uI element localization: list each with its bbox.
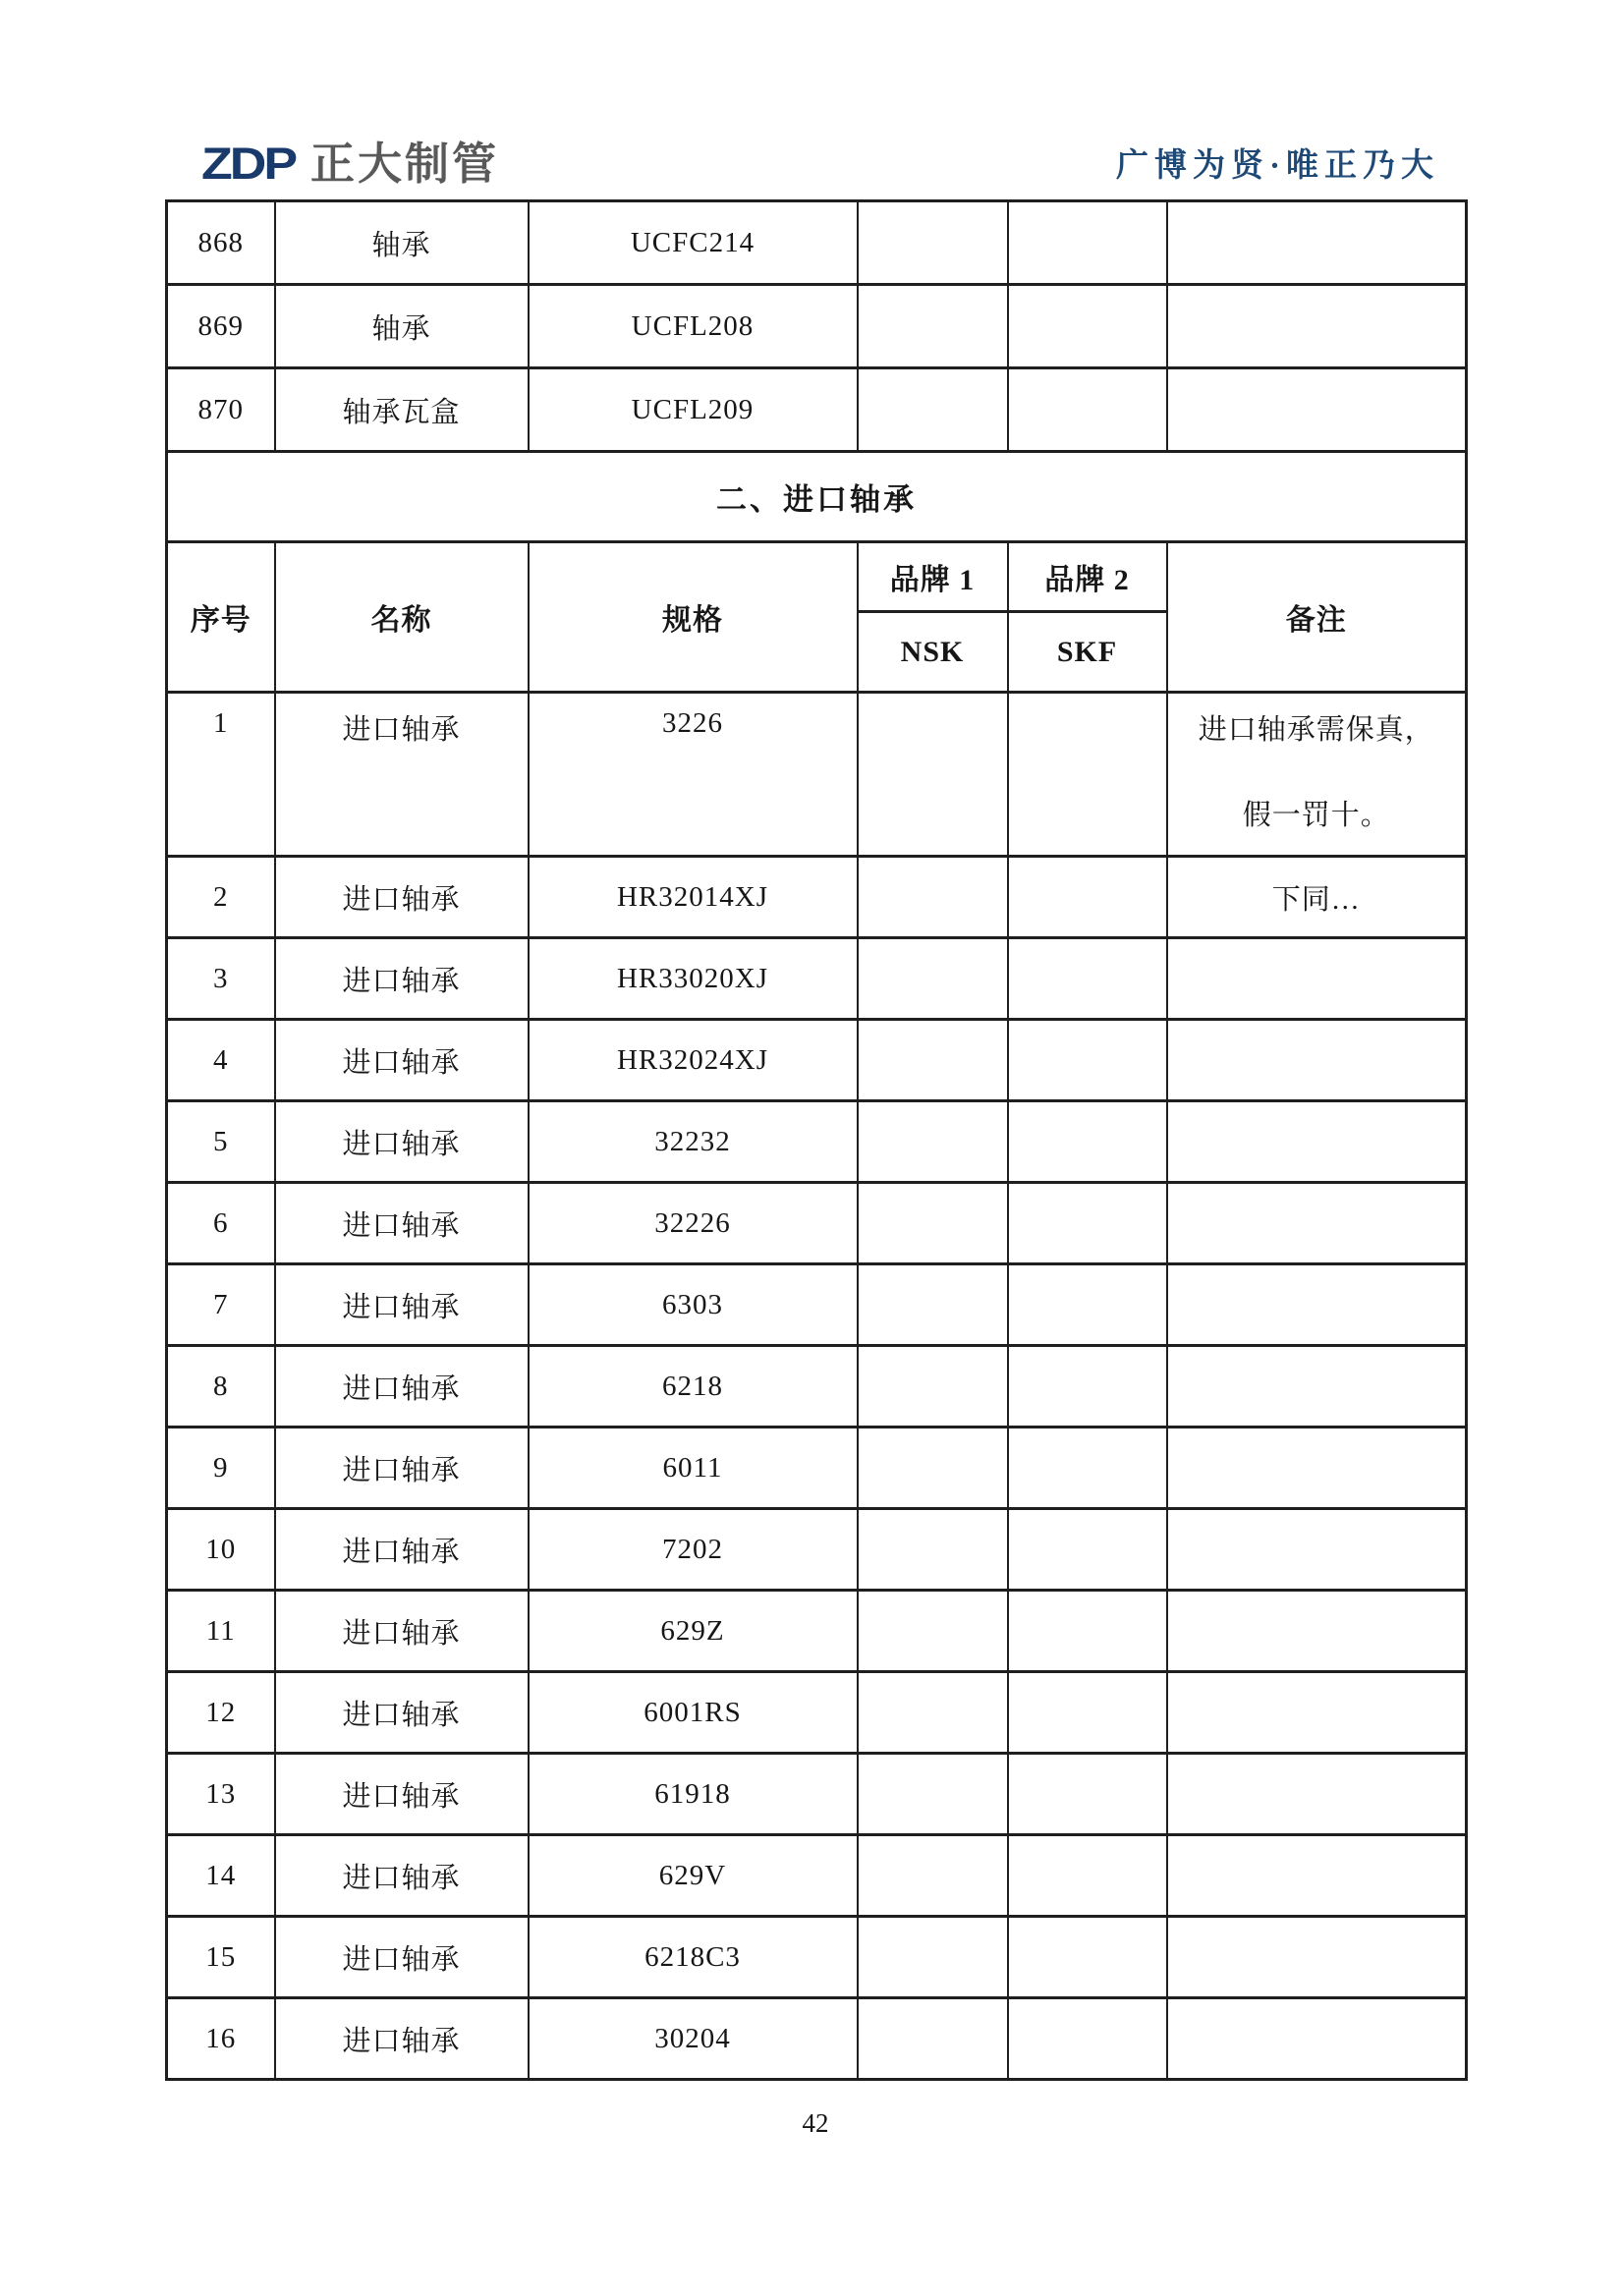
header-name: 名称 (275, 542, 529, 693)
row-number-cell: 8 (167, 1346, 275, 1428)
brand2-cell (1008, 1754, 1167, 1835)
brand2-cell (1008, 201, 1167, 285)
company-slogan: 广博为贤·唯正乃大 (1115, 148, 1439, 184)
item-spec-cell: 6218C3 (529, 1917, 858, 1998)
header-brand2: 品牌 2 (1008, 542, 1167, 612)
bearings-table (165, 199, 1468, 2081)
remark-cell (1167, 1264, 1467, 1346)
item-name-cell: 进口轴承 (275, 1020, 529, 1101)
table-row (167, 1020, 1467, 1101)
item-name-cell: 轴承 (275, 285, 529, 368)
brand1-cell (858, 1835, 1008, 1917)
remark-cell (1167, 1346, 1467, 1428)
logo-zdp-mark: ZDP (201, 139, 295, 190)
item-spec-cell: 629V (529, 1835, 858, 1917)
remark-cell (1167, 368, 1467, 452)
table-row (167, 1998, 1467, 2080)
brand1-cell (858, 1917, 1008, 1998)
brand2-cell (1008, 857, 1167, 938)
item-spec-cell: UCFL208 (529, 285, 858, 368)
remark-cell (1167, 1917, 1467, 1998)
item-spec-cell: 32232 (529, 1101, 858, 1183)
brand2-cell (1008, 1020, 1167, 1101)
brand1-cell (858, 1672, 1008, 1754)
remark-cell (1167, 285, 1467, 368)
item-name-cell: 进口轴承 (275, 1917, 529, 1998)
table-row (167, 1591, 1467, 1672)
item-name-cell: 轴承 (275, 201, 529, 285)
row-number-cell: 4 (167, 1020, 275, 1101)
item-spec-cell: UCFC214 (529, 201, 858, 285)
row-number-cell: 3 (167, 938, 275, 1020)
row-number-cell: 11 (167, 1591, 275, 1672)
brand1-cell (858, 201, 1008, 285)
table-row (167, 1183, 1467, 1264)
table-row (167, 938, 1467, 1020)
logo-company-name: 正大制管 (310, 139, 500, 189)
item-name-cell: 进口轴承 (275, 1346, 529, 1428)
header-brand1: 品牌 1 (858, 542, 1008, 612)
table-row (167, 1672, 1467, 1754)
item-name-cell: 进口轴承 (275, 1509, 529, 1591)
brand1-cell (858, 1428, 1008, 1509)
remark-line-2: 假一罚十。 (1242, 800, 1390, 831)
brand2-cell (1008, 285, 1167, 368)
brand2-cell (1008, 1998, 1167, 2080)
brand2-cell (1008, 1183, 1167, 1264)
item-name-cell: 进口轴承 (275, 1428, 529, 1509)
table-row (167, 285, 1467, 368)
item-spec-cell: 61918 (529, 1754, 858, 1835)
brand1-cell (858, 1264, 1008, 1346)
brand1-cell (858, 1998, 1008, 2080)
row-number-cell: 1 (167, 693, 275, 857)
item-spec-cell: 7202 (529, 1509, 858, 1591)
brand2-cell (1008, 693, 1167, 857)
company-logo (201, 139, 500, 190)
row-number-cell: 16 (167, 1998, 275, 2080)
brand2-cell (1008, 1101, 1167, 1183)
row-number-cell: 13 (167, 1754, 275, 1835)
item-name-cell: 进口轴承 (275, 1672, 529, 1754)
item-name-cell: 进口轴承 (275, 1183, 529, 1264)
remark-cell (1167, 1998, 1467, 2080)
row-number-cell: 869 (167, 285, 275, 368)
remark-line-1: 进口轴承需保真， (1198, 714, 1434, 746)
brand2-cell (1008, 1346, 1167, 1428)
item-name-cell: 进口轴承 (275, 1998, 529, 2080)
table-row (167, 1835, 1467, 1917)
item-spec-cell: 6218 (529, 1346, 858, 1428)
brand1-cell (858, 1346, 1008, 1428)
row-number-cell: 14 (167, 1835, 275, 1917)
item-name-cell: 进口轴承 (275, 938, 529, 1020)
remark-cell (1167, 1428, 1467, 1509)
brand1-cell (858, 1591, 1008, 1672)
brand1-cell (858, 1509, 1008, 1591)
table-header (167, 542, 1467, 693)
row-number-cell: 868 (167, 201, 275, 285)
imported-bearing-rows (167, 857, 1467, 2080)
item-name-cell: 进口轴承 (275, 1264, 529, 1346)
brand1-cell (858, 285, 1008, 368)
brand1-cell (858, 1020, 1008, 1101)
brand2-cell (1008, 1917, 1167, 1998)
row-number-cell: 15 (167, 1917, 275, 1998)
remark-cell (1167, 938, 1467, 1020)
item-spec-cell: UCFL209 (529, 368, 858, 452)
header-brand2-value: SKF (1008, 612, 1167, 693)
remark-cell (1167, 1101, 1467, 1183)
row-number-cell: 10 (167, 1509, 275, 1591)
remark-cell (1167, 201, 1467, 285)
item-spec-cell: HR32014XJ (529, 857, 858, 938)
table-row (167, 693, 1467, 857)
brand2-cell (1008, 938, 1167, 1020)
brand1-cell (858, 368, 1008, 452)
item-name-cell: 进口轴承 (275, 857, 529, 938)
brand1-cell (858, 1101, 1008, 1183)
item-spec-cell: 32226 (529, 1183, 858, 1264)
remark-cell: 下同… (1167, 857, 1467, 938)
item-name-cell: 进口轴承 (275, 1101, 529, 1183)
section-title: 二、进口轴承 (167, 452, 1467, 542)
remark-cell (1167, 1754, 1467, 1835)
item-spec-cell: 6011 (529, 1428, 858, 1509)
header-no: 序号 (167, 542, 275, 693)
table-row (167, 1428, 1467, 1509)
row-number-cell: 7 (167, 1264, 275, 1346)
brand2-cell (1008, 368, 1167, 452)
section-title-row (167, 452, 1467, 542)
remark-cell (1167, 1835, 1467, 1917)
table-row (167, 368, 1467, 452)
brand2-cell (1008, 1264, 1167, 1346)
item-spec-cell: 3226 (529, 693, 858, 857)
row-number-cell: 5 (167, 1101, 275, 1183)
row-number-cell: 9 (167, 1428, 275, 1509)
remark-cell (1167, 693, 1467, 857)
item-spec-cell: 6303 (529, 1264, 858, 1346)
remark-cell (1167, 1020, 1467, 1101)
brand1-cell (858, 857, 1008, 938)
remark-cell (1167, 1591, 1467, 1672)
header-row-1 (167, 542, 1467, 612)
row-number-cell: 12 (167, 1672, 275, 1754)
table-row (167, 1264, 1467, 1346)
page-number: 42 (802, 2108, 829, 2138)
brand1-cell (858, 938, 1008, 1020)
table-row (167, 1509, 1467, 1591)
pre-section-rows (167, 201, 1467, 452)
brand2-cell (1008, 1428, 1167, 1509)
table-row (167, 201, 1467, 285)
header-brand1-value: NSK (858, 612, 1008, 693)
header-spec: 规格 (529, 542, 858, 693)
remark-cell (1167, 1183, 1467, 1264)
item-spec-cell: 30204 (529, 1998, 858, 2080)
table-row (167, 1917, 1467, 1998)
remark-cell (1167, 1672, 1467, 1754)
item-name-cell: 进口轴承 (275, 693, 529, 857)
table-row (167, 857, 1467, 938)
row-number-cell: 870 (167, 368, 275, 452)
brand1-cell (858, 1754, 1008, 1835)
item-spec-cell: HR32024XJ (529, 1020, 858, 1101)
brand2-cell (1008, 1591, 1167, 1672)
row-number-cell: 2 (167, 857, 275, 938)
item-name-cell: 进口轴承 (275, 1835, 529, 1917)
item-name-cell: 轴承瓦盒 (275, 368, 529, 452)
brand2-cell (1008, 1672, 1167, 1754)
remark-cell (1167, 1509, 1467, 1591)
table-row (167, 1101, 1467, 1183)
row-number-cell: 6 (167, 1183, 275, 1264)
brand2-cell (1008, 1835, 1167, 1917)
brand1-cell (858, 693, 1008, 857)
item-spec-cell: 6001RS (529, 1672, 858, 1754)
item-name-cell: 进口轴承 (275, 1754, 529, 1835)
table-row (167, 1346, 1467, 1428)
item-spec-cell: 629Z (529, 1591, 858, 1672)
brand1-cell (858, 1183, 1008, 1264)
item-spec-cell: HR33020XJ (529, 938, 858, 1020)
item-name-cell: 进口轴承 (275, 1591, 529, 1672)
table-row (167, 1754, 1467, 1835)
brand2-cell (1008, 1509, 1167, 1591)
header-remark: 备注 (1167, 542, 1467, 693)
